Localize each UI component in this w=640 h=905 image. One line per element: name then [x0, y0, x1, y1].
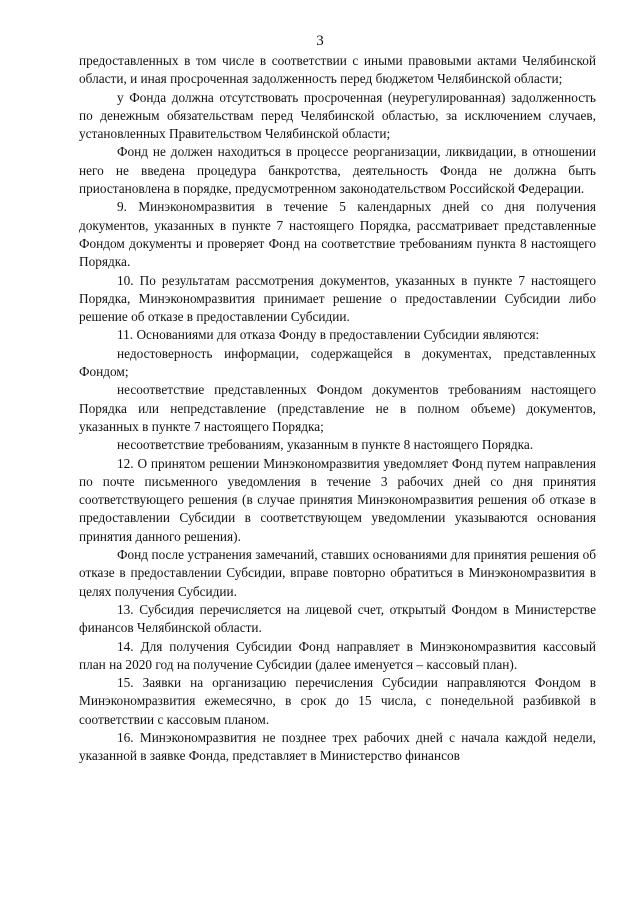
- paragraph-14: 14. Для получения Субсидии Фонд направляет в Минэкономразвития кассовый план на 2020 год на получение Субсидии (далее именуется – кассовый план).: [79, 638, 596, 672]
- paragraph-11-item-2: несоответствие представленных Фондом документов требованиям настоящего Порядка или непредставление (представление не в полном объеме) документов, указанных в пункте 7 настоящего Порядка;: [79, 382, 596, 434]
- paragraph-16: 16. Минэкономразвития не позднее трех рабочих дней с начала каждой недели, указанной в заявке Фонда, представляет в Министерство финансов: [79, 729, 596, 764]
- paragraph-11-item-3: несоответствие требованиям, указанным в пункте 8 настоящего Порядка.: [117, 437, 534, 453]
- paragraph-no-overdue-debt: у Фонда должна отсутствовать просроченная (неурегулированная) задолженность по денежным обязательствам перед Челябинской областью, за исключением случаев, установленных Правительством Челябинской области;: [79, 89, 596, 142]
- paragraph-no-reorganization: Фонд не должен находиться в процессе реорганизации, ликвидации, в отношении него не введена процедура банкротства, деятельность Фонда не должна быть приостановлена в порядке, предусмотренном законодательством Российской Федерации.: [79, 144, 596, 197]
- paragraph-11-item-1: недостоверность информации, содержащейся в документах, представленных Фондом;: [79, 345, 596, 380]
- paragraph-11: 11. Основаниями для отказа Фонду в предоставлении Субсидии являются:: [117, 327, 540, 343]
- page-number: 3: [316, 33, 324, 49]
- paragraph-1-continuation: предоставленных в том числе в соответствии с иными правовыми актами Челябинской области, и иная просроченная задолженность перед бюджетом Челябинской области;: [79, 53, 596, 87]
- paragraph-13: 13. Субсидия перечисляется на лицевой счет, открытый Фондом в Министерстве финансов Челябинской области.: [79, 601, 596, 636]
- paragraph-15: 15. Заявки на организацию перечисления Субсидии направляются Фондом в Минэкономразвития ежемесячно, в срок до 15 числа, с понедельной разбивкой в соответствии с кассовым планом.: [79, 675, 596, 727]
- paragraph-9: 9. Минэкономразвития в течение 5 календарных дней со дня получения документов, указанных в пункте 7 настоящего Порядка, рассматривает представленные Фондом документы и проверяет Фонд на соответствие требованиям пункта 8 настоящего Порядка.: [79, 199, 596, 270]
- paragraph-12-resubmission: Фонд после устранения замечаний, ставших основаниями для принятия решения об отказе в предоставлении Субсидии, вправе повторно обратиться в Минэкономразвития в целях получения Субсидии.: [79, 547, 596, 599]
- paragraph-10: 10. По результатам рассмотрения документов, указанных в пункте 7 настоящего Порядка, Минэкономразвития принимает решение о предоставлении Субсидии либо решение об отказе в предоставлении Субсидии.: [79, 272, 596, 325]
- paragraph-12: 12. О принятом решении Минэкономразвития уведомляет Фонд путем направления по почте письменного уведомления в течение 3 рабочих дней со дня принятия соответствующего решения (в случае принятия Минэкономразвития решения об отказе в предоставлении Субсидии в соответствующем уведомлении указываются основания принятия данного решения).: [79, 455, 596, 544]
- document-body: [79, 52, 596, 766]
